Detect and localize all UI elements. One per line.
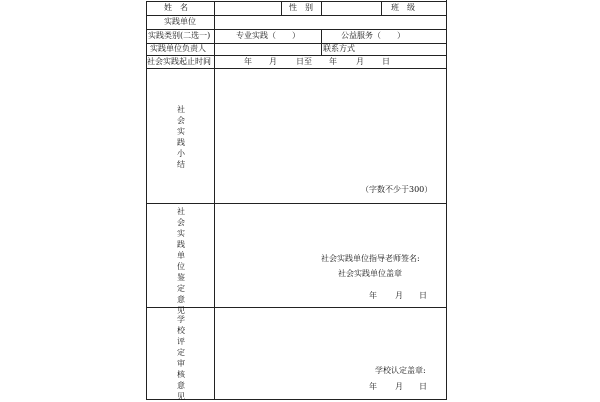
name-field[interactable] (215, 2, 280, 15)
end-year: 年 (329, 57, 337, 66)
row-divider (146, 55, 446, 56)
contact-label: 联系方式 (323, 44, 355, 53)
category-label: 实践类别(二选一) (148, 31, 211, 40)
supervisor-field[interactable] (215, 44, 320, 55)
supervisor-label: 实践单位负责人 (150, 44, 206, 53)
practice-form (146, 0, 447, 400)
school-opinion-label: 学校评定审核意见 (177, 315, 185, 401)
end-month: 月 (356, 57, 364, 66)
option-professional[interactable]: 专业实践（ ） (236, 31, 300, 40)
school-opinion-day: 日 (419, 382, 427, 391)
unit-opinion-year: 年 (369, 291, 377, 300)
school-seal-label: 学校认定盖章: (375, 366, 426, 375)
contact-divider (321, 43, 322, 55)
summary-label: 社会实践小结 (177, 105, 185, 169)
unit-opinion-label: 社会实践单位鉴定意见 (177, 207, 185, 315)
name-label: 姓 名 (164, 3, 188, 12)
category-divider (321, 29, 322, 43)
school-opinion-year: 年 (369, 382, 377, 391)
start-year: 年 (244, 57, 252, 66)
start-month: 月 (269, 57, 277, 66)
practice-unit-field[interactable] (215, 16, 445, 29)
practice-unit-label: 实践单位 (164, 17, 196, 26)
contact-field[interactable] (362, 44, 445, 55)
unit-opinion-month: 月 (395, 291, 403, 300)
school-opinion-month: 月 (395, 382, 403, 391)
row1-divider (281, 1, 282, 15)
unit-seal-label: 社会实践单位盖章 (338, 269, 402, 278)
row-divider (146, 29, 446, 30)
gender-field[interactable] (322, 2, 380, 15)
gender-label: 性 别 (289, 3, 313, 12)
school-opinion-textarea[interactable] (215, 308, 445, 398)
row-divider (146, 1, 446, 2)
period-label: 社会实践起止时间 (147, 57, 211, 66)
teacher-signature-label: 社会实践单位指导老师签名: (321, 254, 420, 263)
option-public-service[interactable]: 公益服务（ ） (341, 31, 405, 40)
unit-opinion-day: 日 (419, 291, 427, 300)
class-label: 班 级 (391, 3, 415, 12)
end-day: 日 (382, 57, 390, 66)
summary-textarea[interactable] (215, 69, 445, 203)
row1-divider (381, 1, 382, 15)
start-day: 日至 (296, 57, 312, 66)
summary-word-count-note: （字数不少于300） (361, 185, 433, 194)
